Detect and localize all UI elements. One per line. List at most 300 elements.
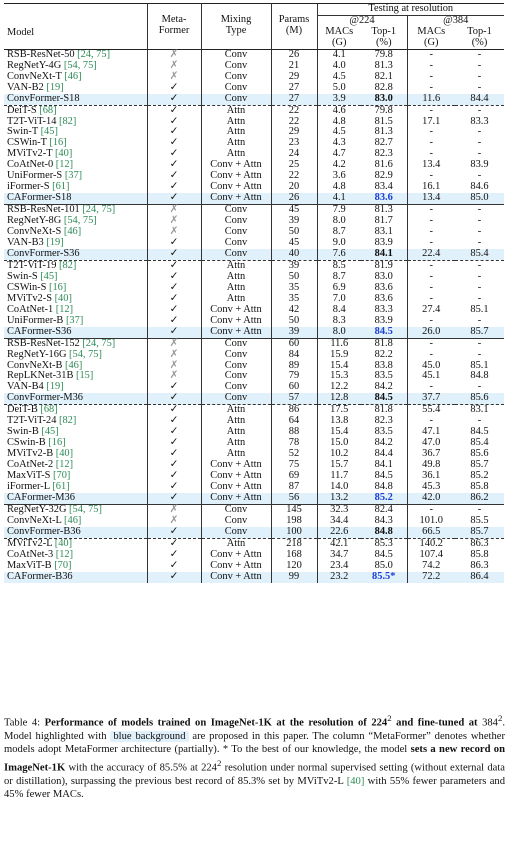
cell-value: Conv: [224, 392, 248, 404]
cell-value: -: [477, 215, 482, 227]
cell-value: -: [477, 348, 482, 360]
cell-value: 84.5: [374, 548, 393, 560]
citation-link[interactable]: [82]: [59, 259, 77, 271]
cell-value: 47.0: [422, 437, 441, 449]
cell-value: 84.2: [374, 437, 393, 449]
cell-model: [4, 493, 147, 504]
cell-params: [271, 249, 317, 260]
cell-value: 75: [288, 459, 300, 471]
citation-link[interactable]: [12]: [55, 459, 74, 471]
cell-value: Conv: [224, 48, 248, 60]
citation-link[interactable]: [45]: [40, 270, 58, 282]
header-res-224: @224: [317, 15, 407, 26]
cell-value: 85.2: [470, 470, 489, 482]
cell-value: -: [429, 314, 433, 326]
caption-sup3: 2: [216, 757, 222, 768]
cell-value: 35: [288, 281, 300, 293]
citation-link[interactable]: [46]: [63, 226, 82, 238]
citation-link[interactable]: [54, 75]: [63, 215, 97, 227]
cell-top1-384: [455, 327, 504, 338]
citation-link[interactable]: [19]: [46, 81, 64, 93]
citation-link[interactable]: [12]: [55, 159, 74, 171]
cell-value: Conv: [224, 525, 248, 537]
citation-link[interactable]: [46]: [64, 70, 82, 82]
cell-top1-224: [361, 572, 407, 583]
cell-value: 27: [288, 92, 300, 104]
header-macs-224-line1: MACs: [325, 25, 354, 37]
cell-value: 60: [288, 381, 300, 393]
cell-value: 82.2: [374, 348, 393, 360]
citation-link[interactable]: [37]: [64, 170, 83, 182]
check-icon: ✓: [169, 104, 179, 116]
cell-top1-224: [361, 327, 407, 338]
header-top1-384-line1: Top-1: [467, 25, 492, 37]
table-row-proposed: [4, 193, 504, 204]
cell-value: -: [429, 503, 433, 515]
model-name: VAN-B4: [7, 381, 47, 393]
cell-macs-384: [407, 249, 455, 260]
cell-value: 9.0: [332, 237, 346, 249]
cell-value: 78: [288, 437, 300, 449]
citation-link[interactable]: [61]: [52, 181, 70, 193]
cell-value: -: [429, 104, 433, 116]
cell-value: Conv + Attn: [210, 314, 262, 326]
model-name: Swin-T: [7, 126, 41, 138]
cell-value: 4.7: [332, 148, 346, 160]
cell-value: 84.8: [374, 480, 393, 492]
cell-value: 7.6: [332, 247, 346, 259]
cell-value: 45.1: [422, 370, 441, 382]
cell-value: Conv + Attn: [210, 570, 262, 582]
model-name: ConvFormer-S36: [7, 247, 80, 259]
citation-link[interactable]: [68]: [39, 104, 57, 116]
cell-value: 85.0: [470, 192, 489, 204]
cell-top1-384: [455, 193, 504, 204]
cell-value: 60: [288, 337, 300, 349]
cell-macs-224: [317, 249, 361, 260]
cell-params: [271, 393, 317, 404]
cell-value: 7.0: [332, 292, 346, 304]
citation-link[interactable]: [70]: [54, 559, 72, 571]
cell-value: 69: [288, 470, 300, 482]
cell-value: 8.3: [332, 314, 346, 326]
cross-icon: ✗: [169, 514, 179, 526]
cell-value: 84.4: [470, 92, 489, 104]
caption-bold1: Performance of models trained on ImageNet-1K at the resolution of 224: [44, 717, 388, 729]
cell-value: 12.2: [330, 381, 349, 393]
cell-macs-384: [407, 94, 455, 105]
cell-value: -: [429, 148, 433, 160]
model-name: MViTv2-B: [7, 448, 56, 460]
cell-top1-384: [455, 94, 504, 105]
cell-value: 89: [288, 359, 300, 371]
check-icon: ✓: [169, 459, 179, 471]
citation-link[interactable]: [82]: [59, 115, 77, 127]
cell-value: 84: [288, 348, 300, 360]
cell-top1-224: [361, 94, 407, 105]
cell-params: [271, 327, 317, 338]
cell-mixing-type: [201, 572, 271, 583]
cell-value: Conv + Attn: [210, 170, 262, 182]
cell-value: -: [477, 226, 482, 238]
cell-macs-384: [407, 327, 455, 338]
cell-value: 83.0: [374, 92, 393, 104]
cell-value: 85.6: [470, 392, 489, 404]
header-top1-224: [361, 27, 407, 49]
cell-value: -: [429, 137, 433, 149]
cell-value: 26: [288, 192, 300, 204]
cell-params: [271, 94, 317, 105]
cell-value: 39: [288, 259, 300, 271]
citation-link[interactable]: [45]: [40, 126, 58, 138]
cell-value: 85.5*: [372, 570, 396, 582]
cell-value: 8.7: [332, 270, 346, 282]
cell-value: -: [477, 170, 482, 182]
cell-value: -: [429, 337, 433, 349]
header-meta-line1: Meta-: [161, 14, 187, 26]
model-name: CSWin-S: [7, 281, 50, 293]
cell-top1-384: [455, 572, 504, 583]
citation-link[interactable]: [37]: [65, 314, 84, 326]
cell-metaformer: [147, 493, 201, 504]
cell-value: 22.6: [330, 525, 349, 537]
cell-value: Conv: [224, 247, 248, 259]
citation-link[interactable]: [68]: [40, 404, 58, 416]
cell-value: 50: [288, 314, 300, 326]
cell-value: 10.2: [330, 448, 349, 460]
cell-macs-224: [317, 572, 361, 583]
citation-link[interactable]: [24, 75]: [82, 337, 116, 349]
cell-value: 79.8: [374, 48, 393, 60]
cell-value: -: [429, 215, 433, 227]
citation-link[interactable]: [45]: [41, 426, 59, 438]
model-name: VAN-B3: [7, 237, 47, 249]
table-row-proposed: [4, 94, 504, 105]
citation-link[interactable]: [46]: [64, 514, 82, 526]
cell-value: 101.0: [419, 514, 443, 526]
cell-value: Attn: [226, 404, 246, 416]
caption-label: Table 4:: [4, 717, 41, 729]
caption-bold2: and fine-tuned at: [391, 717, 483, 729]
cell-value: 83.4: [374, 181, 393, 193]
citation-link[interactable]: [19]: [46, 381, 64, 393]
cell-top1-384: [455, 527, 504, 538]
cell-value: 4.5: [332, 126, 346, 138]
citation-link[interactable]: [16]: [48, 437, 66, 449]
cell-value: 81.5: [374, 115, 393, 127]
cell-value: 36.7: [422, 448, 441, 460]
header-macs-224: [317, 27, 361, 49]
citation-link[interactable]: [12]: [55, 303, 74, 315]
citation-link[interactable]: [82]: [59, 415, 77, 427]
cell-value: 87: [288, 480, 300, 492]
caption-text4: resolution under normal supervised setting (without external data or distillation), surpassing the previous best record of 85.3% set by MViTv2-L: [4, 762, 505, 787]
table-row-proposed: [4, 393, 504, 404]
cell-value: 13.8: [330, 415, 349, 427]
citation-link[interactable]: [54, 75]: [69, 348, 102, 360]
cell-value: 84.5: [470, 426, 489, 438]
model-name: MaxViT-B: [7, 559, 55, 571]
cell-macs-384: [407, 193, 455, 204]
cell-value: 26: [288, 48, 300, 60]
cell-top1-224: [361, 249, 407, 260]
model-name: ConvNeXt-T: [7, 70, 65, 82]
caption-res: 384: [482, 717, 498, 729]
cell-value: Attn: [226, 115, 246, 127]
citation-link[interactable]: [15]: [75, 370, 94, 382]
cell-value: Conv + Attn: [210, 303, 262, 315]
cell-value: 86.3: [470, 559, 489, 571]
cell-value: 86.2: [470, 491, 489, 503]
cell-value: 50: [288, 270, 300, 282]
header-top1-224-line2: (%): [375, 36, 392, 48]
cell-value: 15.9: [330, 348, 349, 360]
cell-value: -: [477, 337, 482, 349]
cell-value: 81.8: [374, 404, 393, 416]
cell-value: 82.7: [374, 137, 393, 149]
cell-metaformer: [147, 527, 201, 538]
cell-value: 20: [288, 181, 300, 193]
cell-mixing-type: [201, 249, 271, 260]
cell-value: 84.5: [374, 325, 393, 337]
model-name: UniFormer-B: [7, 314, 66, 326]
cell-value: -: [477, 314, 482, 326]
cell-value: Conv + Attn: [210, 181, 262, 193]
cell-value: -: [429, 237, 433, 249]
citation-link[interactable]: [70]: [53, 470, 71, 482]
cross-icon: ✗: [169, 348, 179, 360]
cell-value: 42.0: [422, 491, 441, 503]
cell-value: Conv + Attn: [210, 159, 262, 171]
cell-value: -: [477, 281, 482, 293]
check-icon: ✓: [169, 437, 179, 449]
cell-value: 13.2: [330, 491, 349, 503]
cell-value: Conv + Attn: [210, 548, 262, 560]
cell-value: 45.0: [422, 359, 441, 371]
cross-icon: ✗: [169, 204, 179, 216]
cell-value: 17.5: [330, 404, 349, 416]
cell-value: 84.8: [374, 525, 393, 537]
check-icon: ✓: [169, 137, 179, 149]
cell-value: Conv: [224, 204, 248, 216]
cell-value: -: [429, 226, 433, 238]
cell-value: -: [477, 292, 482, 304]
citation-link[interactable]: [40]: [54, 537, 73, 549]
cell-value: 84.6: [470, 181, 489, 193]
caption-cite[interactable]: [40]: [346, 775, 365, 787]
cell-value: 11.7: [330, 470, 349, 482]
cell-metaformer: [147, 327, 201, 338]
cell-value: 42.1: [330, 537, 349, 549]
header-mixing-line1: Mixing: [220, 14, 252, 26]
cell-model: [4, 193, 147, 204]
cell-value: 8.0: [332, 215, 346, 227]
model-name: UniFormer-S: [7, 170, 65, 182]
cell-top1-224: [361, 527, 407, 538]
header-macs-384-line2: (G): [424, 36, 439, 48]
check-icon: ✓: [169, 559, 179, 571]
cell-value: 81.3: [374, 204, 393, 216]
cell-value: 83.5: [374, 370, 393, 382]
model-name: DeiT-S: [7, 104, 40, 116]
cell-value: 25: [288, 159, 300, 171]
header-model: Model: [4, 4, 147, 50]
cell-value: 4.1: [332, 192, 346, 204]
model-name: CAFormer-S36: [7, 325, 72, 337]
cell-value: 100: [286, 525, 302, 537]
cell-value: -: [429, 270, 433, 282]
citation-link[interactable]: [46]: [65, 359, 83, 371]
check-icon: ✓: [169, 192, 179, 204]
cell-value: 39: [288, 215, 300, 227]
cross-icon: ✗: [169, 59, 179, 71]
cell-value: 57: [288, 392, 300, 404]
cross-icon: ✗: [169, 215, 179, 227]
cell-value: 50: [288, 226, 300, 238]
cell-value: -: [477, 259, 482, 271]
model-name: RSB-ResNet-101: [7, 204, 83, 216]
cell-value: 40: [288, 247, 300, 259]
citation-link[interactable]: [54, 75]: [69, 503, 102, 515]
cell-value: 81.9: [374, 259, 393, 271]
model-name: MViTv2-L: [7, 537, 55, 549]
cell-value: -: [477, 415, 482, 427]
citation-link[interactable]: [40]: [55, 448, 74, 460]
cell-value: 83.6: [374, 292, 393, 304]
model-name: DeiT-B: [7, 404, 41, 416]
cell-model: [4, 393, 147, 404]
cell-value: 120: [286, 559, 302, 571]
check-icon: ✓: [169, 480, 179, 492]
cell-top1-224: [361, 393, 407, 404]
cell-value: -: [429, 292, 433, 304]
cell-params: [271, 527, 317, 538]
cell-metaformer: [147, 393, 201, 404]
citation-link[interactable]: [61]: [52, 480, 70, 492]
cell-value: Conv: [224, 359, 248, 371]
cell-value: 52: [288, 448, 300, 460]
cell-value: 84.8: [470, 370, 489, 382]
header-params-line1: Params: [278, 14, 310, 26]
model-name: RegNetY-4G: [7, 59, 64, 71]
cell-value: 82.1: [374, 70, 393, 82]
cell-value: 15.0: [330, 437, 349, 449]
header-macs-384-line1: MACs: [417, 25, 446, 37]
cell-value: 34.7: [330, 548, 349, 560]
cell-value: 86.3: [470, 537, 489, 549]
cell-value: 56: [288, 491, 300, 503]
cell-value: Conv: [224, 81, 248, 93]
cell-value: 21: [288, 59, 300, 71]
cell-macs-384: [407, 493, 455, 504]
cell-mixing-type: [201, 193, 271, 204]
cell-value: 6.9: [332, 281, 346, 293]
cell-value: -: [429, 415, 433, 427]
cell-value: 81.3: [374, 126, 393, 138]
cell-value: 3.9: [332, 92, 346, 104]
citation-link[interactable]: [40]: [54, 148, 73, 160]
cell-top1-384: [455, 493, 504, 504]
cell-value: Attn: [226, 270, 246, 282]
model-name: RSB-ResNet-50: [7, 48, 78, 60]
model-name: ConvNeXt-L: [7, 514, 65, 526]
cell-value: 15.4: [330, 426, 349, 438]
cell-value: 15.4: [330, 359, 349, 371]
cell-value: 34.4: [330, 514, 349, 526]
citation-link[interactable]: [24, 75]: [77, 48, 111, 60]
check-icon: ✓: [169, 525, 179, 537]
cell-macs-224: [317, 393, 361, 404]
citation-link[interactable]: [16]: [49, 137, 67, 149]
cell-value: 15.3: [330, 370, 349, 382]
cell-value: 36.1: [422, 470, 441, 482]
cell-value: 47.1: [422, 426, 441, 438]
cell-value: 85.7: [470, 325, 489, 337]
cell-value: 22: [288, 170, 300, 182]
cell-value: 32.3: [330, 503, 349, 515]
cell-value: -: [477, 148, 482, 160]
citation-link[interactable]: [54, 75]: [63, 59, 97, 71]
cell-params: [271, 193, 317, 204]
citation-link[interactable]: [24, 75]: [82, 204, 116, 216]
cell-value: Conv: [224, 348, 248, 360]
cell-value: 29: [288, 126, 300, 138]
model-name: ConvNeXt-S: [7, 226, 64, 238]
check-icon: ✓: [169, 181, 179, 193]
model-name: T2T-ViT-19: [7, 259, 60, 271]
citation-link[interactable]: [12]: [55, 548, 74, 560]
cell-value: Conv: [224, 59, 248, 71]
caption-highlight-pill: blue background: [110, 731, 188, 742]
cell-value: Conv + Attn: [210, 459, 262, 471]
cell-value: 84.5: [374, 470, 393, 482]
cell-value: 83.9: [374, 237, 393, 249]
header-meta-line2: Former: [158, 25, 190, 37]
cell-value: 8.7: [332, 226, 346, 238]
cell-value: 64: [288, 415, 300, 427]
cell-value: 35: [288, 292, 300, 304]
cell-value: 82.3: [374, 148, 393, 160]
cell-value: 4.3: [332, 137, 346, 149]
cell-value: -: [477, 137, 482, 149]
cell-value: 22.4: [422, 247, 441, 259]
cell-value: 81.7: [374, 215, 393, 227]
cell-value: Conv: [224, 92, 248, 104]
citation-link[interactable]: [19]: [46, 237, 64, 249]
citation-link[interactable]: [16]: [49, 281, 67, 293]
check-icon: ✓: [169, 470, 179, 482]
cell-top1-384: [455, 249, 504, 260]
cell-value: 27: [288, 81, 300, 93]
cell-value: 55.4: [422, 404, 441, 416]
model-name: CSWin-T: [7, 137, 50, 149]
cell-value: 4.8: [332, 115, 346, 127]
check-icon: ✓: [169, 491, 179, 503]
cross-icon: ✗: [169, 503, 179, 515]
cell-metaformer: [147, 94, 201, 105]
check-icon: ✓: [169, 281, 179, 293]
model-name: CoAtNet-1: [7, 303, 56, 315]
cell-value: 85.2: [374, 491, 393, 503]
cross-icon: ✗: [169, 337, 179, 349]
model-name: VAN-B2: [7, 81, 47, 93]
check-icon: ✓: [169, 537, 179, 549]
cell-value: Attn: [226, 415, 246, 427]
citation-link[interactable]: [40]: [54, 292, 72, 304]
cell-value: -: [429, 48, 433, 60]
check-icon: ✓: [169, 570, 179, 582]
cell-value: 27.4: [422, 303, 441, 315]
